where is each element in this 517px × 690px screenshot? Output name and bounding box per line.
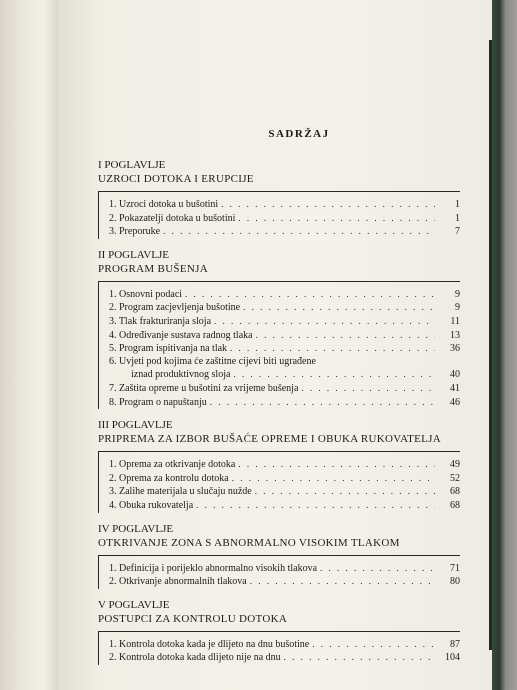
book-gutter xyxy=(0,0,58,690)
chapter-number: III POGLAVLJE xyxy=(98,419,173,432)
toc-entry-page: 71 xyxy=(450,562,460,574)
toc-entry-label: 2. Oprema za kontrolu dotoka xyxy=(109,472,229,484)
toc-entry-label: 6. Uvjeti pod kojima će zaštitne cijevi biti ugrađene xyxy=(109,355,316,367)
chapter-items xyxy=(98,191,460,239)
toc-entry xyxy=(99,301,460,315)
toc-entry-label: 1. Osnovni podaci xyxy=(109,288,183,300)
chapter-name: OTKRIVANJE ZONA S ABNORMALNO VISOKIM TLAKOM xyxy=(98,536,400,549)
toc-entry xyxy=(99,356,460,369)
toc-entry xyxy=(99,198,460,212)
toc-entry xyxy=(99,315,460,329)
leader-dots xyxy=(232,472,435,485)
leader-dots xyxy=(196,499,435,512)
chapter-section xyxy=(98,158,460,239)
chapter-section xyxy=(98,418,460,512)
toc-entry-label: 1. Definicija i porijeklo abnormalno visokih tlakova xyxy=(109,562,318,574)
toc-entry xyxy=(99,396,460,410)
toc-entry-label: 3. Preporuke xyxy=(109,226,161,238)
chapter-name: PROGRAM BUŠENJA xyxy=(98,262,208,275)
toc-entry-page: 9 xyxy=(455,302,460,314)
toc-entry-label: 7. Zaštita opreme u bušotini za vrijeme bušenja xyxy=(109,382,299,394)
toc-entry-page: 11 xyxy=(450,315,460,327)
leader-dots xyxy=(238,458,435,471)
toc-entry xyxy=(99,212,460,226)
chapter-number: IV POGLAVLJE xyxy=(98,522,174,535)
leader-dots xyxy=(255,485,435,498)
toc-entry-page: 49 xyxy=(450,459,460,471)
leader-dots xyxy=(233,368,435,381)
toc-entry xyxy=(99,562,460,576)
leader-dots xyxy=(284,651,435,664)
leader-dots xyxy=(214,315,435,328)
chapter-section xyxy=(98,598,460,665)
chapter-list xyxy=(98,158,460,665)
toc-entry xyxy=(99,225,460,239)
toc-entry-page: 46 xyxy=(450,396,460,408)
toc-entry-label-continued: iznad produktivnog sloja xyxy=(131,369,231,381)
toc-entry-page: 1 xyxy=(455,199,460,210)
leader-dots xyxy=(256,329,435,342)
table-of-contents xyxy=(98,128,460,674)
toc-entry-label: 1. Uzroci dotoka u bušotini xyxy=(109,199,219,210)
toc-entry xyxy=(99,575,460,589)
toc-entry-label: 5. Program ispitivanja na tlak xyxy=(109,343,228,355)
toc-entry xyxy=(99,499,460,513)
toc-entry-label: 4. Obuka rukovatelja xyxy=(109,499,194,511)
toc-entry-label: 2. Pokazatelji dotoka u bušotini xyxy=(109,212,236,224)
toc-entry-label: 2. Otkrivanje abnormalnih tlakova xyxy=(109,576,247,588)
toc-entry-page: 68 xyxy=(450,499,460,511)
toc-entry-label: 4. Određivanje sustava radnog tlaka xyxy=(109,329,253,341)
chapter-section xyxy=(98,248,460,409)
toc-entry xyxy=(99,651,460,665)
toc-entry-page: 68 xyxy=(450,486,460,498)
leader-dots xyxy=(163,225,435,238)
toc-entry xyxy=(99,288,460,302)
chapter-name: POSTUPCI ZA KONTROLU DOTOKA xyxy=(98,612,288,625)
chapter-section xyxy=(98,522,460,589)
chapter-number: V POGLAVLJE xyxy=(98,598,170,611)
toc-entry-label: 1. Oprema za otkrivanje dotoka xyxy=(109,459,236,471)
toc-entry xyxy=(99,342,460,356)
leader-dots xyxy=(312,638,435,651)
toc-entry xyxy=(99,485,460,499)
chapter-items xyxy=(98,451,460,512)
chapter-name: PRIPREMA ZA IZBOR BUŠAĆE OPREME I OBUKA RUKOVATELJA xyxy=(98,433,442,446)
toc-entry-page: 13 xyxy=(450,329,460,341)
leader-dots xyxy=(185,288,435,301)
leader-dots xyxy=(230,342,435,355)
leader-dots xyxy=(301,382,435,395)
toc-entry-label: 8. Program o napuštanju xyxy=(109,396,207,408)
chapter-number: I POGLAVLJE xyxy=(98,159,166,171)
toc-entry xyxy=(99,472,460,486)
book-cover xyxy=(492,0,517,690)
toc-entry-page: 1 xyxy=(455,212,460,224)
toc-entry-page: 87 xyxy=(450,638,460,650)
toc-entry-label: 1. Kontrola dotoka kada je dlijeto na dnu bušotine xyxy=(109,638,310,650)
toc-entry xyxy=(99,382,460,396)
chapter-items xyxy=(98,555,460,589)
toc-entry-label: 2. Kontrola dotoka kada dlijeto nije na dnu xyxy=(109,652,281,664)
toc-entry xyxy=(99,329,460,343)
toc-title: SADRŽAJ xyxy=(268,128,330,140)
chapter-items xyxy=(98,281,460,409)
toc-entry-page: 104 xyxy=(445,652,460,664)
toc-entry-page: 36 xyxy=(450,343,460,355)
toc-entry-page: 80 xyxy=(450,576,460,588)
toc-entry-label: 2. Program zacjevljenja bušotine xyxy=(109,302,241,314)
toc-entry-label: 3. Tlak frakturiranja sloja xyxy=(109,315,212,327)
leader-dots xyxy=(320,562,435,575)
toc-entry-page: 52 xyxy=(450,472,460,484)
chapter-items xyxy=(98,631,460,665)
toc-entry-page: 7 xyxy=(455,226,460,238)
leader-dots xyxy=(243,301,435,314)
toc-entry xyxy=(99,458,460,472)
toc-entry-page: 40 xyxy=(450,369,460,381)
toc-entry-label: 3. Zalihe materijala u slučaju nužde xyxy=(109,486,252,498)
toc-entry xyxy=(99,638,460,652)
leader-dots xyxy=(238,212,435,225)
leader-dots xyxy=(250,575,435,588)
chapter-name: UZROCI DOTOKA I ERUPCIJE xyxy=(98,173,254,185)
chapter-number: II POGLAVLJE xyxy=(98,248,169,261)
leader-dots xyxy=(210,396,435,409)
toc-entry-continued xyxy=(99,368,460,382)
toc-entry-page: 41 xyxy=(450,382,460,394)
leader-dots xyxy=(221,198,435,211)
toc-entry-page: 9 xyxy=(455,288,460,300)
